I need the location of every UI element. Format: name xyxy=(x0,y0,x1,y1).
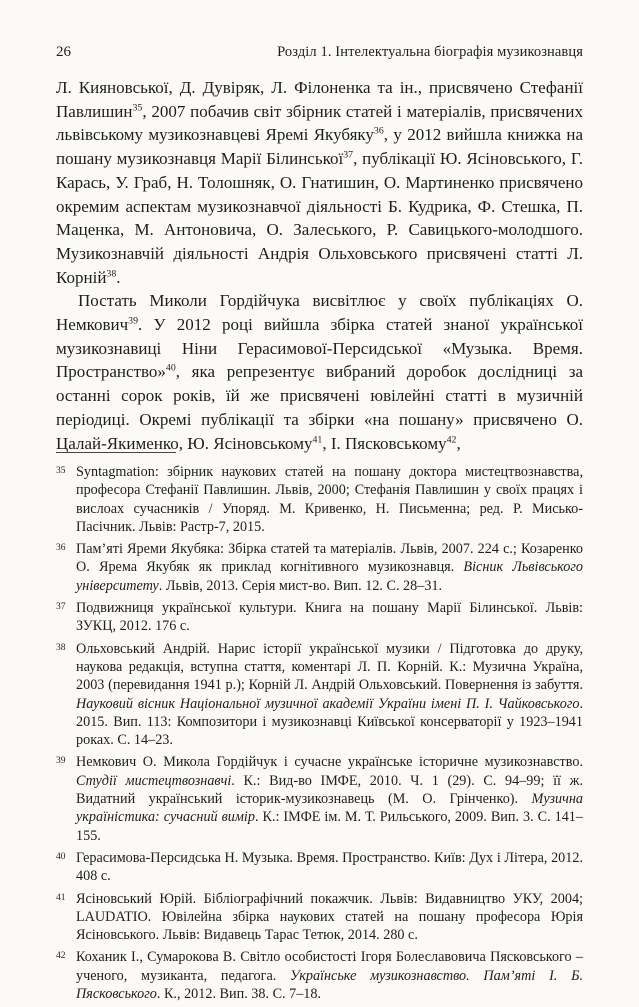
footnote-text-part: . К.: ІМФЕ ім. М. Т. Рильського, 2009. Вип. 3. С. 141–155. xyxy=(76,809,583,844)
footnotes-section xyxy=(56,463,583,1007)
footnote-text-part: Пам’яті Яреми Якубяка: Збірка статей та матеріалів. Львів, 2007. 224 с.; Козаренко О. Ярема Якубяк як приклад когнітивного музикознавця. xyxy=(76,541,583,576)
footnote xyxy=(56,640,583,750)
text-span: . У 2012 році вийшла збірка статей знаної української музикознавиці Ніни Герасимової-Персидської «Музыка. Время. Пространство» xyxy=(56,315,583,382)
text-span: , xyxy=(456,433,461,453)
footnote xyxy=(56,948,583,1003)
footnote-text xyxy=(76,754,583,843)
footnote-text-part: Ясіновський Юрій. Бібліографічний покажчик. Львів: Видавництво УКУ, 2004; LAUDATIO. Ювілейна збірка наукових статей на пошану професора Юрія Ясіновського. Львів: Видавець Тарас Тетюк, 2014. 280 с. xyxy=(76,890,583,944)
footnote-text-part: Немкович О. Микола Гордійчук і сучасне українське історичне музикознавство. xyxy=(76,754,583,771)
text-span: , у 2012 вийшла книжка на пошану музикознавця Марії Білинської xyxy=(56,125,583,169)
footnote-number: 42 xyxy=(56,951,66,962)
footnote-text-part: Подвижниця української культури. Книга на пошану Марії Білинської. Львів: ЗУКЦ, 2012. 176 с. xyxy=(76,600,583,635)
footnote-ref[interactable]: 38 xyxy=(106,267,117,279)
page-number: 26 xyxy=(56,44,71,60)
footnote-text-part: . 2015. Вип. 113: Композитори і музикознавці Київської консерваторії у 1923–1941 роках. С. 14–23. xyxy=(76,695,583,749)
footnote-text xyxy=(76,949,583,1002)
footnote-text-part: . К.: Вид-во ІМФЕ, 2010. Ч. 1 (29). С. 94–99; її ж. Видатний український історик-музикознавець (М. О. Грінченко). xyxy=(76,772,583,808)
footnote-text xyxy=(76,464,583,535)
footnote-italic-title: Українське музикознавство. Пам’яті І. Б. Пясковського xyxy=(76,967,583,1003)
footnote xyxy=(56,849,583,886)
footnote-number: 39 xyxy=(56,756,66,767)
footnote xyxy=(56,540,583,595)
footnote-number: 35 xyxy=(56,466,66,476)
footnote xyxy=(56,463,583,536)
footnote xyxy=(56,599,583,636)
footnote-text-part: Герасимова-Персидська Н. Музыка. Время. Пространство. Київ: Дух і Літера, 2012. 408 с. xyxy=(76,849,583,885)
footnote-text-part: Ольховський Андрій. Нарис історії української музики / Підготовка до друку, наукова редакція, вступна стаття, коментарі Л. П. Корній. К.: Музична Україна, 2003 (перевидання 1941 р.); Корній Л. Андрій Ольховський. Повернення із забуття. xyxy=(76,640,583,694)
footnote-text xyxy=(76,641,583,748)
running-head: Розділ 1. Інтелектуальна біографія музикознавця xyxy=(277,44,583,60)
footnote-text xyxy=(76,891,583,944)
footnote-ref[interactable]: 39 xyxy=(128,315,138,327)
footnote-text-part: . К., 2012. Вип. 38. С. 7–18. xyxy=(156,986,322,1003)
footnote-ref[interactable]: 42 xyxy=(446,433,457,445)
paragraph xyxy=(56,76,583,289)
paragraph xyxy=(56,289,583,455)
text-span: , яка репрезентує вибраний доробок дослідниці за останні сорок років, їй же присвячені ювілейні статті в музичній періодиці. Окремі публікації та збірки «на пошану» присвячено О. Цалай-Якименко, Ю. Ясіновському xyxy=(56,362,583,453)
footnote-text-part: Syntagmation: збірник наукових статей на пошану доктора мистецтвознавства, професора Стефанії Павлишин. Львів, 2000; Стефанія Павлишин у своїх працях і вислоах сучасників / Упоряд. М. Кривенко, Н. Письменна; ред. Р. Мисько-Пасічник. Львів: Растр-7, 2015. xyxy=(76,464,583,535)
text-span: , публікації Ю. Ясіновського, Г. Карась, У. Граб, Н. Толошняк, О. Гнатишин, О. Мартиненко присвячено окремим аспектам музикознавчої діяльності Б. Кудрика, Ф. Стешка, П. Маценка, М. Антоновича, О. Залеського, Р. Савицького-молодшого. Музикознавчій діяльності Андрія Ольховського присвячені статті Л. Корній xyxy=(56,149,583,287)
footnote-number: 38 xyxy=(56,642,66,653)
footnote-number: 37 xyxy=(56,602,66,613)
text-span: , 2007 побачив світ збірник статей і матеріалів, присвячених львівському музикознавцеві Яремі Якубяку xyxy=(56,101,583,145)
footnote-text xyxy=(76,850,583,884)
main-text xyxy=(56,76,583,455)
footnote xyxy=(56,753,583,844)
footnote-italic-title: Студії мистецтвознавчі xyxy=(76,772,232,789)
footnote-ref[interactable]: 36 xyxy=(373,125,384,137)
footnote-ref[interactable]: 37 xyxy=(343,149,354,161)
text-span: . xyxy=(116,267,121,287)
footnote-text-part: Коханик І., Сумарокова В. Світло особистості Ігоря Болеславовича Пясковського – ученого, музиканта, педагога. xyxy=(76,949,583,984)
footnote-italic-title: Науковий вісник Національної музичної академії України імені П. І. Чайковського xyxy=(76,695,580,712)
footnote-ref[interactable]: 41 xyxy=(312,433,323,445)
footnote-italic-title: Музична україністика: сучасний вимір xyxy=(76,791,583,826)
footnote-text xyxy=(76,600,583,634)
footnote-text-part: . Львів, 2013. Серія мист-во. Вип. 12. С. 28–31. xyxy=(158,577,443,594)
footnote-ref[interactable]: 35 xyxy=(132,102,143,114)
footnote-italic-title: Вісник Львівського університету xyxy=(76,559,583,594)
text-span: Постать Миколи Гордійчука висвітлює у своїх публікаціях О. Немкович xyxy=(56,291,583,335)
text-span: , І. Пясковському xyxy=(322,433,447,453)
footnote-divider xyxy=(56,452,176,453)
text-span: Л. Кияновської, Д. Дувіряк, Л. Філоненка та ін., присвячено Стефанії Павлишин xyxy=(56,78,583,121)
footnote-number: 41 xyxy=(56,892,66,903)
footnote-number: 36 xyxy=(56,543,66,554)
footnote xyxy=(56,890,583,945)
footnote-ref[interactable]: 40 xyxy=(165,362,176,374)
footnote-number: 40 xyxy=(56,851,66,862)
footnote-text xyxy=(76,541,583,594)
